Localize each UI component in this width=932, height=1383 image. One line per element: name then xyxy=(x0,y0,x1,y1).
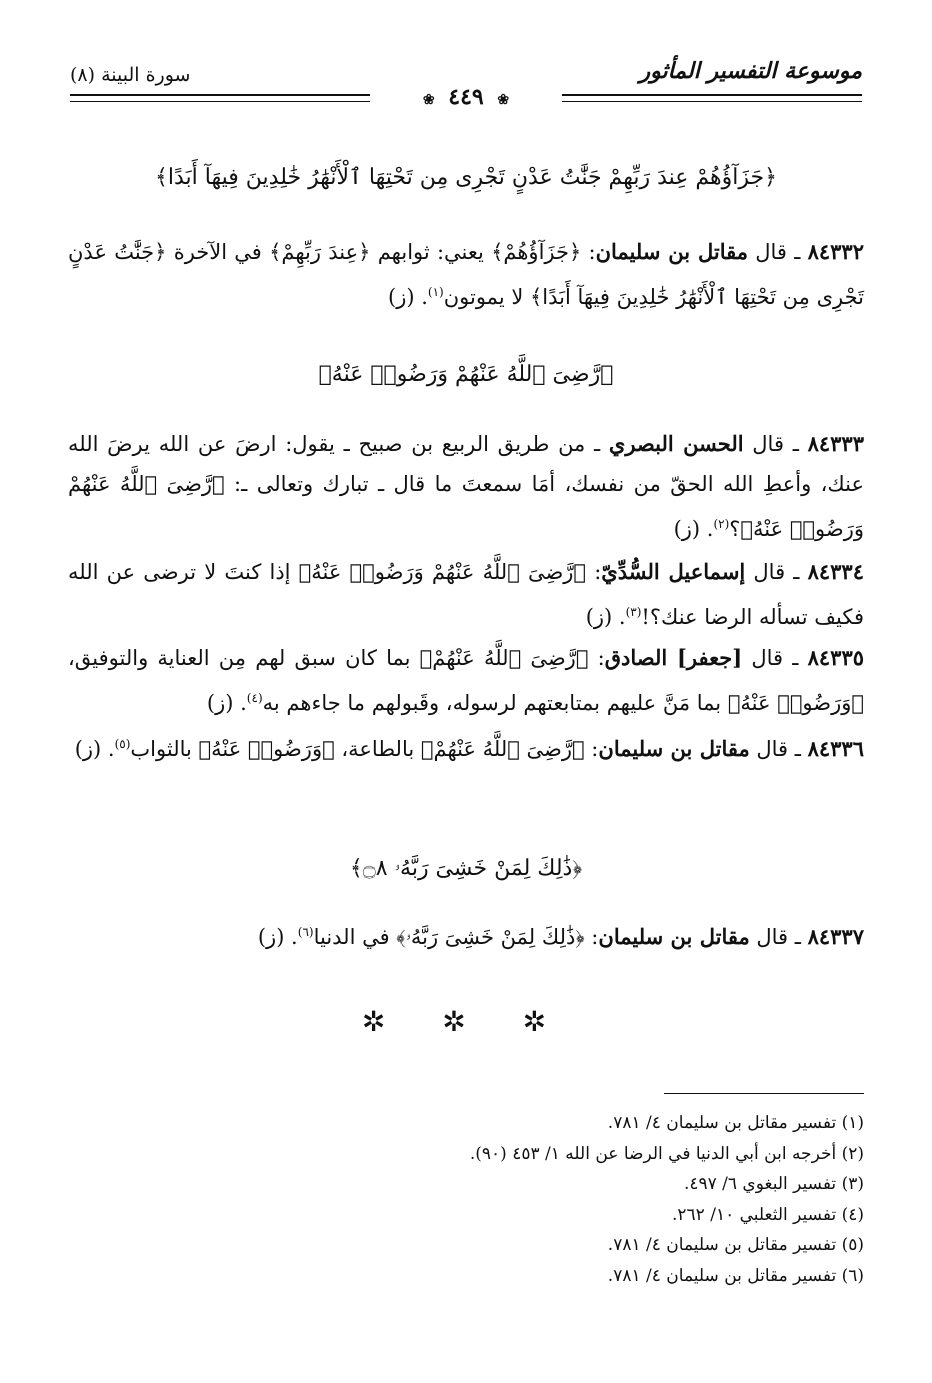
entry-lead: ـ قال xyxy=(742,646,808,670)
quran-verse: ﴿رَّضِىَ ٱللَّهُ عَنْهُمْ وَرَضُوا۟ عَنْهُ﴾ xyxy=(318,362,614,387)
quran-verse: ﴿جَزَآؤُهُمْ عِندَ رَبِّهِمْ جَنَّٰتُ عَدْنٍ تَجْرِى مِن تَحْتِهَا ٱلْأَنْهَٰرُ خَٰلِدِينَ فِيهَآ أَبَدًا﴾ xyxy=(155,165,777,190)
book-title: موسوعة التفسير المأثور xyxy=(639,58,862,84)
commentary-paragraph xyxy=(68,552,864,637)
narrator-name: مقاتل بن سليمان xyxy=(595,239,749,264)
section-separator-stars: ✲ ✲ ✲ xyxy=(361,1005,571,1038)
footnote-ref: (٥) xyxy=(114,737,131,751)
page-number xyxy=(417,84,515,110)
footnotes xyxy=(68,1108,864,1291)
entry-tail: . (ز) xyxy=(388,285,428,309)
entry-tail: . (ز) xyxy=(257,925,298,949)
header-rule-left xyxy=(70,94,370,102)
footnote-ref: (٤) xyxy=(246,691,263,705)
running-header xyxy=(70,58,862,110)
commentary-paragraph xyxy=(68,424,864,549)
footnote-ref: (١) xyxy=(427,285,444,299)
entry-text: : ﴿رَّضِىَ ٱللَّهُ عَنْهُمْ﴾ بما كان سبق لهم مِن العناية والتوفيق، ﴿وَرَضُوا۟ عَنْهُ﴾ بما مَنَّ عليهم بمتابعتهم لرسوله، وقَبولهم ما جاءهم به xyxy=(68,646,864,715)
footnote-ref: (٢) xyxy=(713,517,730,531)
entry-tail: . (ز) xyxy=(585,605,626,629)
footnote: (٤) تفسير الثعلبي ١٠/ ٢٦٢. xyxy=(671,1204,864,1225)
entry-lead: ـ قال xyxy=(745,560,808,584)
footnote-ref: (٦) xyxy=(297,925,314,939)
entry-text: : ﴿ذَٰلِكَ لِمَنْ خَشِىَ رَبَّهُۥ﴾ في الدنيا xyxy=(313,925,599,949)
ornament-icon: ❀ xyxy=(422,92,435,108)
commentary-paragraph xyxy=(68,724,864,769)
ornament-icon: ❀ xyxy=(497,92,510,108)
surah-title: سورة البينة (٨) xyxy=(70,64,191,86)
entry-tail: . (ز) xyxy=(206,691,247,715)
entry-lead: ـ قال xyxy=(743,432,808,456)
header-rule-right xyxy=(562,94,862,102)
entry-number: ٨٤٣٣٧ xyxy=(807,924,864,949)
footnote: (١) تفسير مقاتل بن سليمان ٤/ ٧٨١. xyxy=(607,1113,864,1133)
entry-lead: ـ قال xyxy=(748,240,808,264)
commentary-paragraph xyxy=(68,232,864,317)
entry-number: ٨٤٣٣٥ xyxy=(807,645,865,670)
entry-text: : ﴿رَّضِىَ ٱللَّهُ عَنْهُمْ وَرَضُوا۟ عَنْهُ﴾ إذا كنتَ لا ترضى عن الله فكيف تسأله الرضا عنك؟! xyxy=(68,560,864,629)
entry-tail: . (ز) xyxy=(74,737,115,761)
commentary-paragraph xyxy=(68,912,864,957)
commentary-paragraph xyxy=(68,638,864,723)
entry-number: ٨٤٣٣٦ xyxy=(807,736,864,761)
footnote-rule xyxy=(664,1093,864,1094)
narrator-name: إسماعيل السُّدِّيّ xyxy=(601,559,746,584)
footnote: (٣) تفسير البغوي ٦/ ٤٩٧. xyxy=(683,1174,864,1194)
footnote: (٥) تفسير مقاتل بن سليمان ٤/ ٧٨١. xyxy=(607,1235,864,1255)
quran-verse: ﴿ذَٰلِكَ لِمَنْ خَشِىَ رَبَّهُۥ ۝٨﴾ xyxy=(349,856,583,881)
footnote: (٢) أخرجه ابن أبي الدنيا في الرضا عن الله ١/ ٤٥٣ (٩٠). xyxy=(469,1143,864,1164)
entry-lead: ـ قال xyxy=(749,737,808,761)
entry-number: ٨٤٣٣٣ xyxy=(807,431,864,456)
entry-number: ٨٤٣٣٤ xyxy=(807,559,864,584)
narrator-name: الحسن البصري xyxy=(608,431,744,456)
footnote: (٦) تفسير مقاتل بن سليمان ٤/ ٧٨١. xyxy=(607,1265,864,1286)
entry-text: : ﴿رَّضِىَ ٱللَّهُ عَنْهُمْ﴾ بالطاعة، ﴿وَرَضُوا۟ عَنْهُ﴾ بالثواب xyxy=(130,737,599,761)
entry-tail: . (ز) xyxy=(673,517,714,541)
footnote-ref: (٣) xyxy=(625,605,642,619)
entry-text: : ﴿جَزَآؤُهُمْ﴾ يعني: ثوابهم ﴿عِندَ رَبِّهِمْ﴾ في الآخرة ﴿جَنَّٰتُ عَدْنٍ تَجْرِى مِن تَحْتِهَا ٱلْأَنْهَٰرُ خَٰلِدِينَ فِيهَآ أَبَدًا﴾ لا يموتون xyxy=(68,240,864,309)
narrator-name: [جعفر] الصادق xyxy=(604,645,743,670)
entry-text: ـ من طريق الربيع بن صبيح ـ يقول: ارضَ عن الله يرضَ الله عنك، وأعطِ الله الحقّ من نفسك، أمَا سمعتَ ما قال ـ تبارك وتعالى ـ: ﴿رَّضِىَ ٱللَّهُ عَنْهُمْ وَرَضُوا۟ عَنْهُ﴾؟ xyxy=(68,432,864,541)
page-number-value: ٤٤٩ xyxy=(448,84,484,110)
narrator-name: مقاتل بن سليمان xyxy=(598,736,750,761)
narrator-name: مقاتل بن سليمان xyxy=(598,924,750,949)
entry-lead: ـ قال xyxy=(749,925,808,949)
entry-number: ٨٤٣٣٢ xyxy=(807,239,864,264)
